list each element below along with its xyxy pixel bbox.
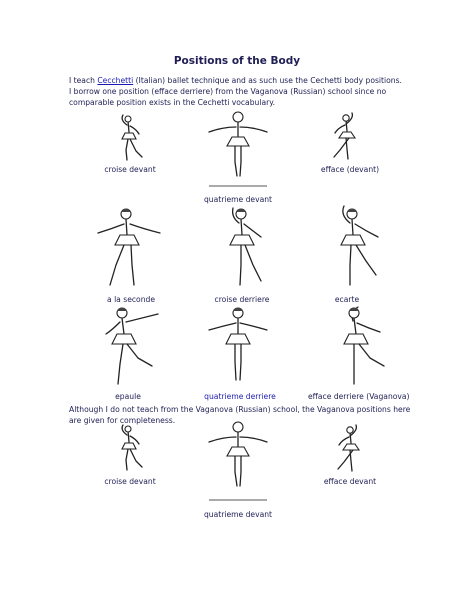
caption-quatrieme-devant: quatrieme devant <box>203 195 273 204</box>
intro-prefix: I teach <box>69 76 98 85</box>
figure-quatrieme-derriere <box>205 306 271 386</box>
caption-vaganova-quatrieme-devant: quatrieme devant <box>203 510 273 519</box>
figure-vaganova-quatrieme-devant <box>205 420 271 500</box>
page-title: Positions of the Body <box>173 55 301 67</box>
figure-ecarte <box>326 205 382 289</box>
caption-vaganova-croise-devant: croise devant <box>104 477 156 486</box>
caption-efface-devant: efface (devant) <box>320 165 380 174</box>
caption-quatrieme-derriere: quatrieme derriere <box>204 392 276 401</box>
figure-efface-devant <box>326 113 366 163</box>
caption-a-la-seconde: a la seconde <box>107 295 155 304</box>
figure-vaganova-efface-devant <box>330 425 370 475</box>
figure-quatrieme-devant <box>205 110 271 186</box>
intro-suffix: (Italian) ballet technique and as such use the Cechetti body positions. I borrow one position (efface derriere) from the Vaganova (Russian) school since no comparable position exists in the Cechetti vocabulary. <box>69 76 402 107</box>
caption-epaule: epaule <box>115 392 141 401</box>
figure-vaganova-croise-devant <box>106 425 150 473</box>
figure-epaule <box>96 306 162 388</box>
figure-croise-derriere <box>215 207 267 291</box>
figure-a-la-seconde <box>94 207 164 291</box>
figure-croise-devant <box>106 115 150 163</box>
cecchetti-link[interactable]: Cecchetti <box>97 76 134 85</box>
caption-efface-derriere: efface derriere (Vaganova) <box>308 392 410 401</box>
caption-croise-derriere: croise derriere <box>214 295 270 304</box>
figure-efface-derriere <box>330 306 388 388</box>
caption-vaganova-efface-devant: efface devant <box>323 477 377 486</box>
caption-croise-devant: croise devant <box>104 165 156 174</box>
vaganova-note: Although I do not teach from the Vaganova (Russian) school, the Vaganova positions here are given for completeness. <box>69 405 411 425</box>
caption-ecarte: ecarte <box>334 295 360 304</box>
intro-paragraph <box>69 76 404 108</box>
